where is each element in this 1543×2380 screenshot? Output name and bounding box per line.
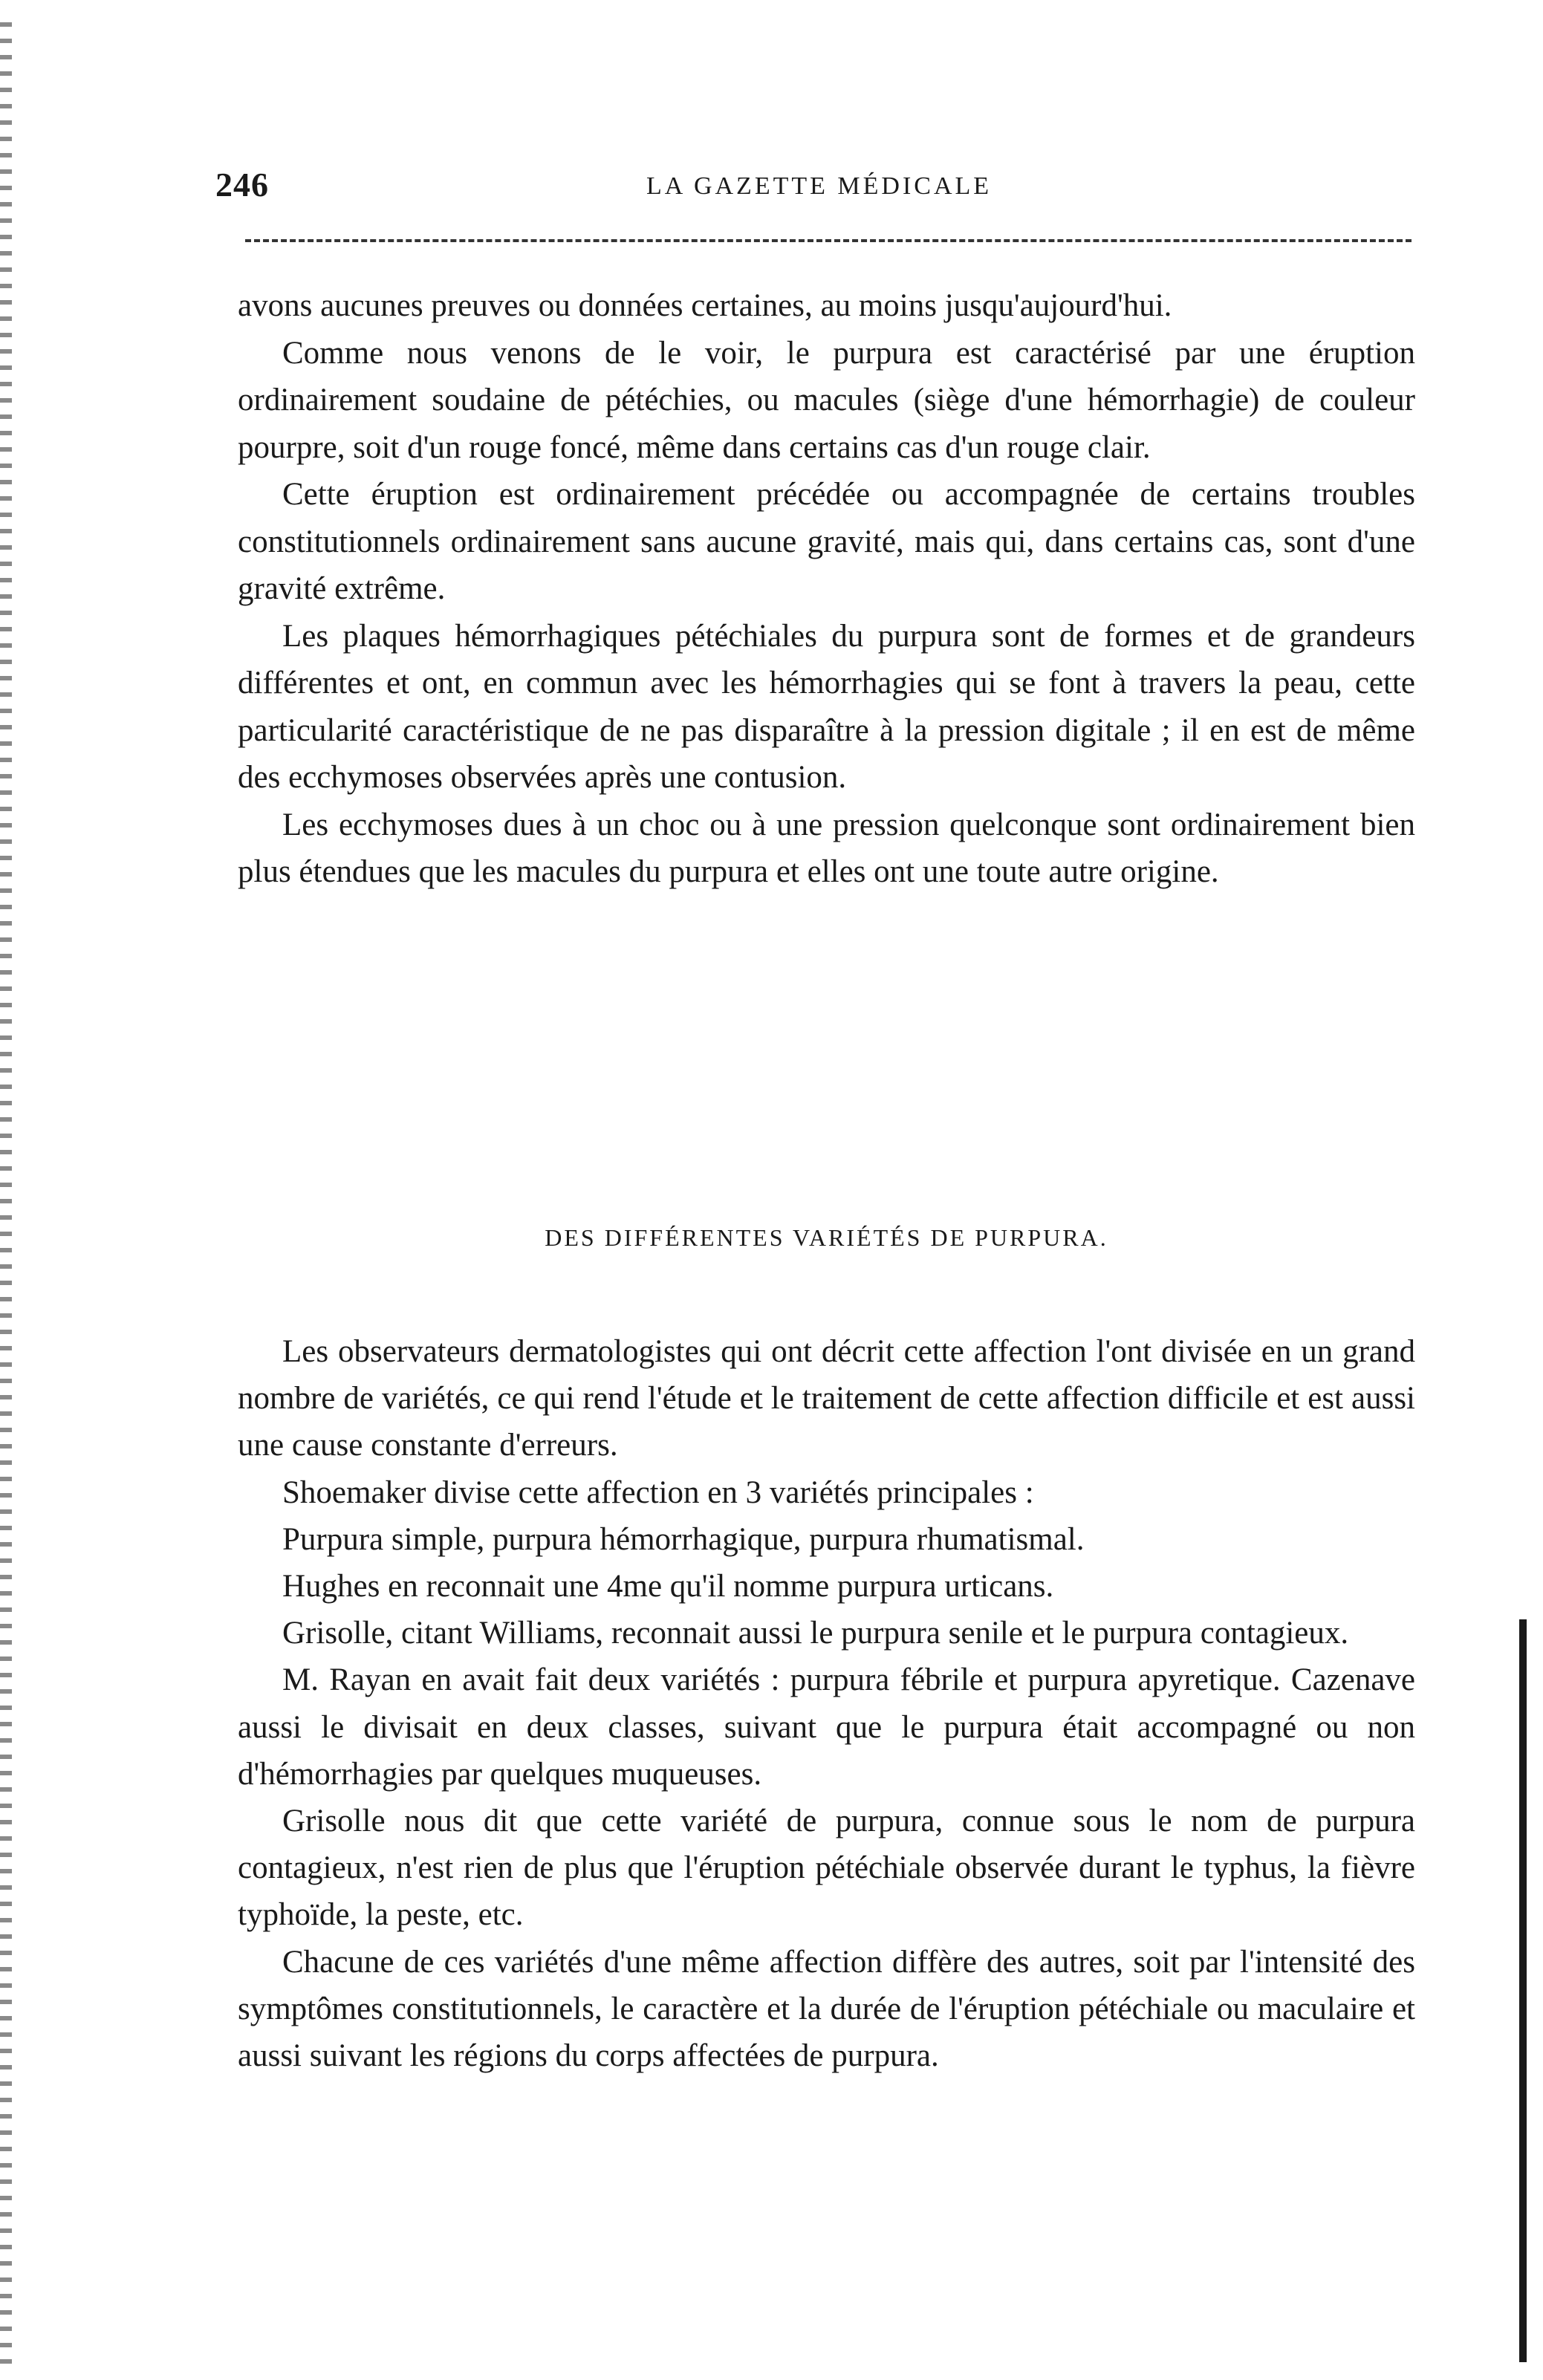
paragraph: Grisolle nous dit que cette variété de purpura, connue sous le nom de purpura contagieux, n'est rien de plus que l'éruption pétéchiale observée durant le typhus, la fièvre typhoïde, la peste, etc. (238, 1804, 1415, 1933)
paragraph: Hughes en reconnait une 4me qu'il nomme purpura urticans. (282, 1569, 1054, 1604)
paragraph: Grisolle, citant Williams, reconnait aussi le purpura senile et le purpura contagieux. (282, 1616, 1349, 1651)
paragraph: Shoemaker divise cette affection en 3 variétés principales : (282, 1475, 1034, 1510)
body-text-top (238, 282, 1415, 896)
scan-edge-left (0, 22, 12, 2370)
paragraph: M. Rayan en avait fait deux variétés : purpura fébrile et purpura apyretique. Cazenave aussi le divisait en deux classes, suivant que le purpura était accompagné ou non d'hémorrhagies par quelques muqueuses. (238, 1662, 1415, 1792)
header-rule (245, 239, 1412, 242)
paragraph: Les observateurs dermatologistes qui ont décrit cette affection l'ont divisée en un grand nombre de variétés, ce qui rend l'étude et le traitement de cette affection difficile et est aussi une cause constante d'erreurs. (238, 1334, 1415, 1463)
page-header (215, 165, 1419, 217)
paragraph: Les ecchymoses dues à un choc ou à une pression quelconque sont ordinairement bien plus étendues que les macules du purpura et elles ont une toute autre origine. (238, 807, 1415, 889)
paragraph: avons aucunes preuves ou données certaines, au moins jusqu'aujourd'hui. (238, 288, 1172, 323)
body-text-bottom (238, 1328, 1415, 2079)
running-title: LA GAZETTE MÉDICALE (646, 172, 993, 200)
scan-edge-right (1519, 1619, 1527, 2362)
page-number: 246 (215, 166, 269, 204)
section-heading: DES DIFFÉRENTES VARIÉTÉS DE PURPURA. (545, 1224, 1108, 1251)
paragraph: Chacune de ces variétés d'une même affection diffère des autres, soit par l'intensité des symptômes constitutionnels, le caractère et la durée de l'éruption pétéchiale ou maculaire et aussi suivant les régions du corps affectées de purpura. (238, 1944, 1415, 2074)
paragraph: Les plaques hémorrhagiques pétéchiales du purpura sont de formes et de grandeurs différentes et ont, en commun avec les hémorrhagies qui se font à travers la peau, cette particularité caractéristique de ne pas disparaître à la pression digitale ; il en est de même des ecchymoses observées après une contusion. (238, 618, 1415, 795)
paragraph: Comme nous venons de le voir, le purpura est caractérisé par une éruption ordinairement soudaine de pétéchies, ou macules (siège d'une hémorrhagie) de couleur pourpre, soit d'un rouge foncé, même dans certains cas d'un rouge clair. (238, 335, 1415, 465)
paragraph: Purpura simple, purpura hémorrhagique, purpura rhumatismal. (282, 1521, 1085, 1557)
paragraph: Cette éruption est ordinairement précédée ou accompagnée de certains troubles constitutionnels ordinairement sans aucune gravité, mais qui, dans certains cas, sont d'une gravité extrême. (238, 477, 1415, 606)
